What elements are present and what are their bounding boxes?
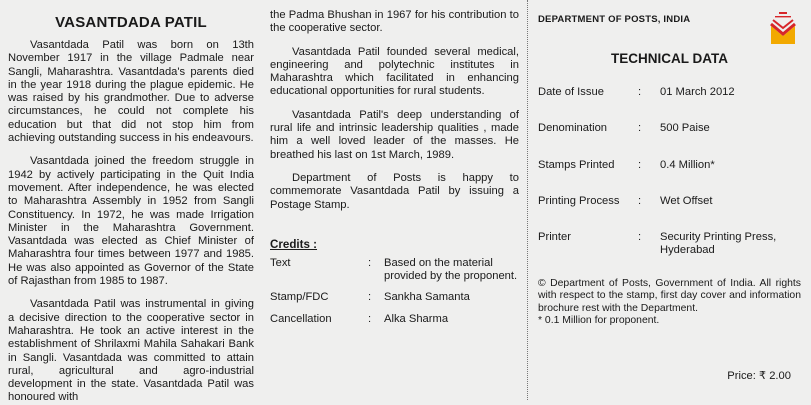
- credits-heading: Credits :: [270, 237, 318, 251]
- credit-value: Based on the material provided by the proponent.: [384, 256, 518, 283]
- tech-row-printing-process: [538, 195, 801, 208]
- credit-row-cancellation: [270, 313, 519, 326]
- bio-paragraph-1: Vasantdada Patil was born on 13th November 1917 in the village Padmale near Sangli, Maharashtra. Vasantdada's parents died in the year 1918 during the plague epidemic. He was raised by his grandmother. Due to adverse circumstances, he could not complete his education but that did not stop him from achieving outstanding success in his endeavours.: [8, 39, 254, 145]
- credit-colon: :: [368, 312, 372, 325]
- tech-colon: :: [638, 231, 642, 244]
- bio-paragraph-5: Vasantdada Patil founded several medical, engineering and polytechnic institutes in Maharashtra which facilitated in enhancing educational opportunities for rural students.: [270, 45, 519, 98]
- tech-value: 01 March 2012: [660, 86, 735, 98]
- tech-value: 0.4 Million*: [660, 158, 715, 171]
- bio-paragraph-4: the Padma Bhushan in 1967 for his contribution to the cooperative sector.: [270, 9, 519, 35]
- credit-label: Stamp/FDC: [270, 291, 329, 304]
- credit-row-text: [270, 257, 519, 284]
- bio-paragraph-2: Vasantdada joined the freedom struggle in 1942 by actively participating in the Quit India movement. After independence, he was elected to Maharashtra Assembly in 1952 from Sangli Constituency. In 1972, he was made Irrigation Minister in the Maharashtra Government. Vasantdada was elected as Chief Minister of Maharashtra four times between 1977 and 1985. He was also appointed as Governor of the State of Rajasthan from 1985 to 1987.: [8, 155, 254, 288]
- credit-label: Cancellation: [270, 312, 332, 325]
- proponent-footnote: * 0.1 Million for proponent.: [538, 315, 660, 326]
- tech-label: Stamps Printed: [538, 158, 615, 171]
- credit-value: Sankha Samanta: [384, 291, 470, 304]
- tech-value: 500 Paise: [660, 122, 710, 135]
- tech-label: Date of Issue: [538, 86, 604, 98]
- copyright-notice: © Department of Posts, Government of India. All rights with respect to the stamp, first day cover and information brochure rest with the Department.: [538, 277, 801, 314]
- tech-colon: :: [638, 194, 642, 207]
- department-heading: DEPARTMENT OF POSTS, INDIA: [538, 14, 691, 25]
- bio-paragraph-6: Vasantdada Patil's deep understanding of rural life and intrinsic leadership qualities , made him a well loved leader of the masses. He breathed his last on 1st March, 1989.: [270, 108, 519, 161]
- tech-label: Printing Process: [538, 194, 620, 207]
- tech-colon: :: [638, 122, 642, 135]
- bio-paragraph-7: Department of Posts is happy to commemorate Vasantdada Patil by issuing a Postage Stamp.: [270, 171, 519, 211]
- technical-data-title: TECHNICAL DATA: [611, 51, 728, 66]
- price-label: Price: ₹ 2.00: [727, 370, 791, 382]
- tech-colon: :: [638, 86, 642, 98]
- page-title: VASANTDADA PATIL: [55, 14, 207, 31]
- tech-colon: :: [638, 158, 642, 171]
- tech-label: Denomination: [538, 122, 608, 135]
- tech-value: Wet Offset: [660, 194, 713, 207]
- credit-colon: :: [368, 291, 372, 304]
- credit-colon: :: [368, 256, 372, 269]
- tech-row-denomination: [538, 122, 801, 135]
- credit-row-stamp-fdc: [270, 291, 519, 304]
- tech-value: Security Printing Press, Hyderabad: [660, 231, 777, 257]
- technical-data-column: [528, 0, 811, 400]
- credit-value: Alka Sharma: [384, 312, 449, 325]
- credit-label: Text: [270, 256, 291, 269]
- biography-column-left: [0, 0, 262, 404]
- tech-row-date-of-issue: [538, 86, 801, 99]
- tech-row-printer: [538, 231, 801, 258]
- bio-paragraph-3: Vasantdada Patil was instrumental in giving a decisive direction to the cooperative sector in Maharashtra. He took an active interest in the establishment of Shrilaxmi Mahila Sahakari Bank in Sangli. Vasantdada was committed to attain rural, agricultural and agro-industrial development in the state. Vasantdada Patil was honoured with: [8, 298, 254, 404]
- india-post-logo-icon: [769, 10, 797, 50]
- tech-row-stamps-printed: [538, 159, 801, 172]
- biography-column-middle: [262, 0, 527, 400]
- tech-label: Printer: [538, 231, 571, 244]
